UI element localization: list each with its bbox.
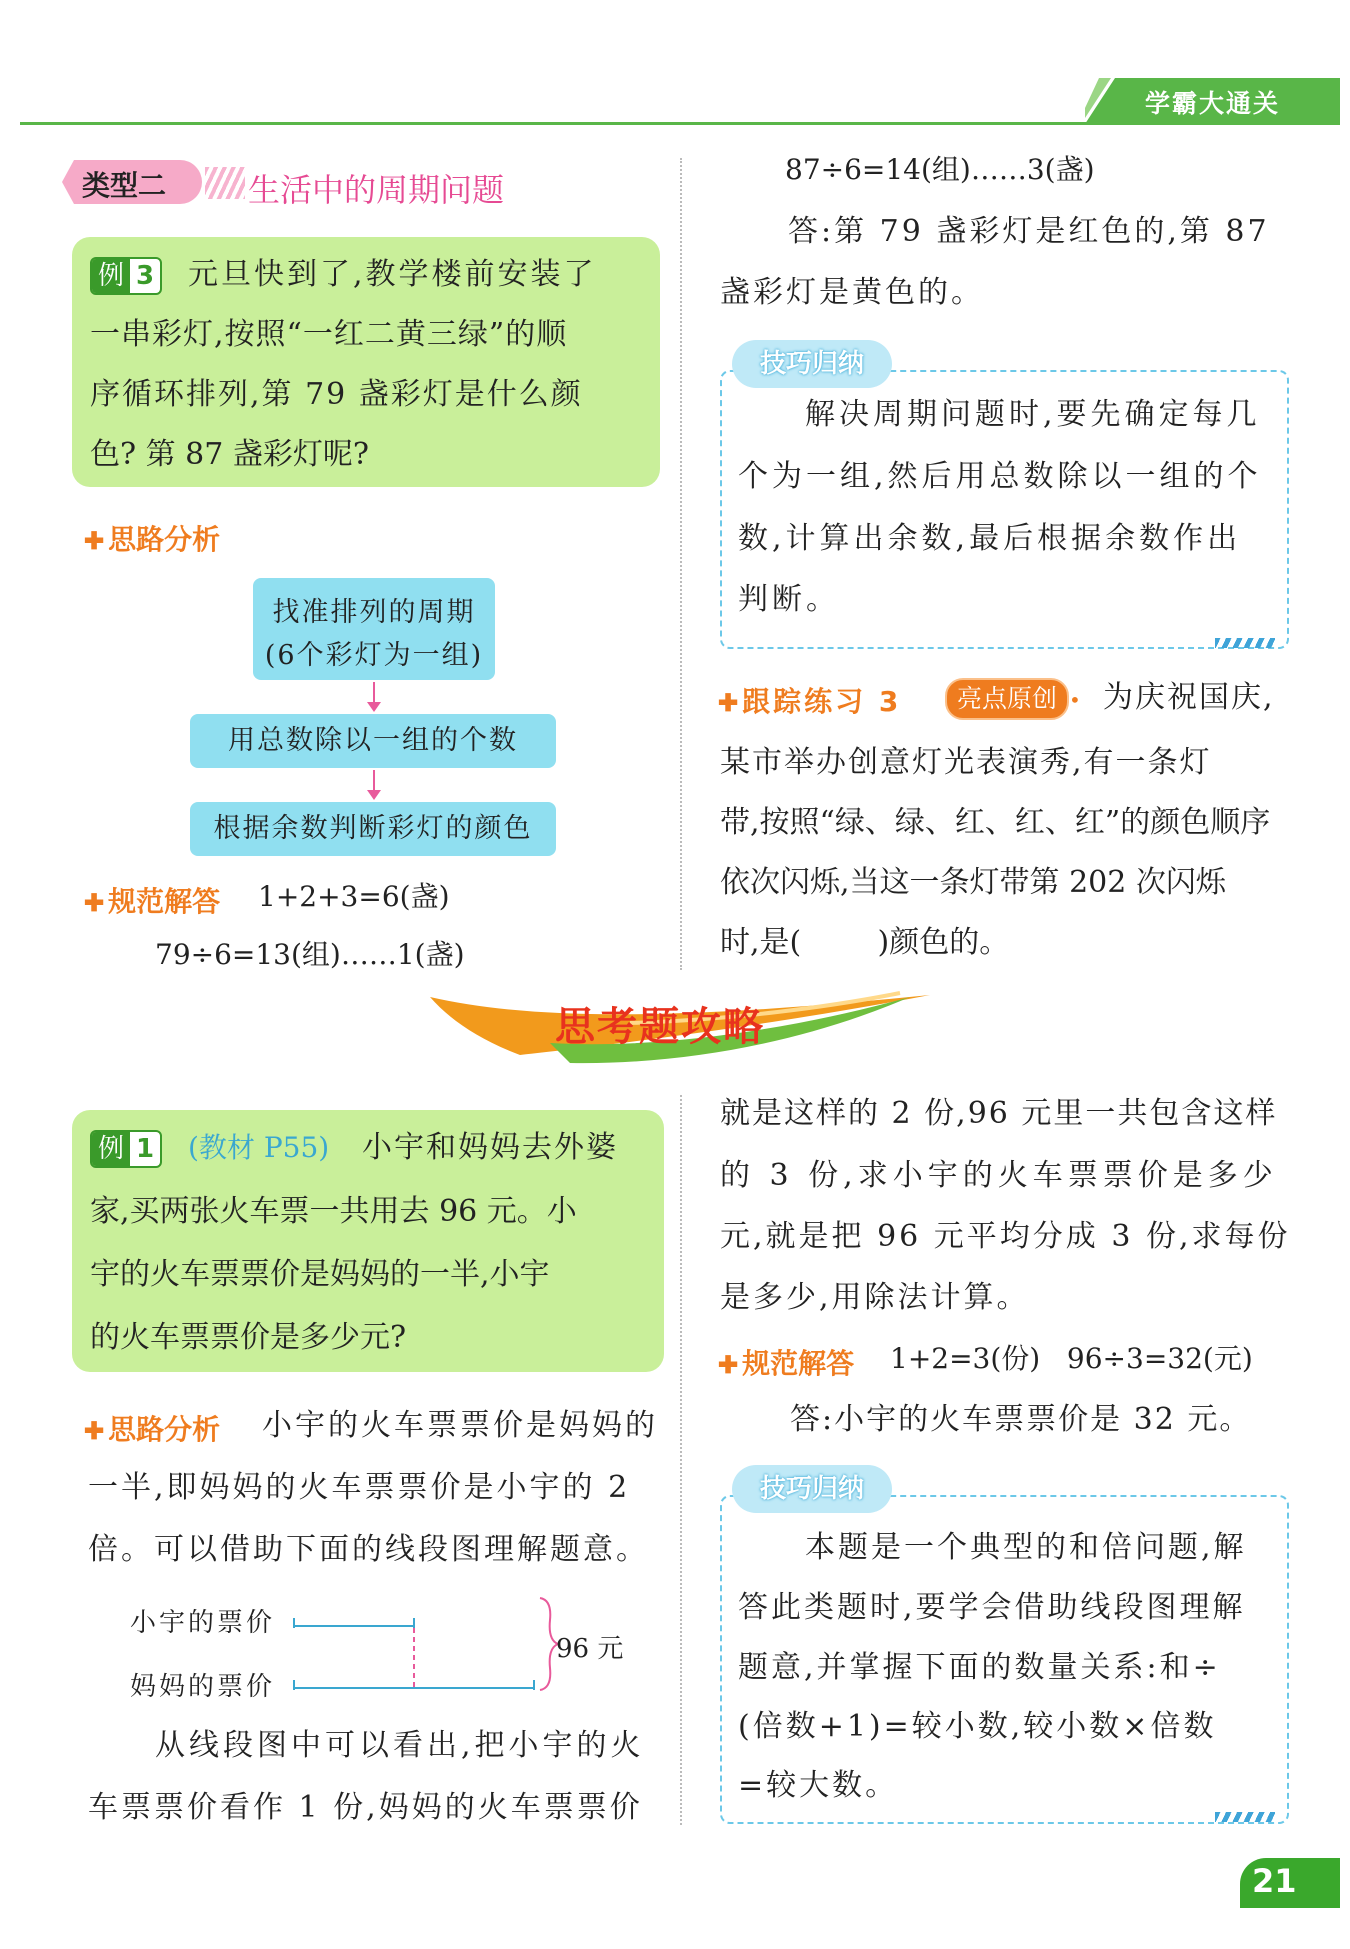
- answer-3-line-2: 79÷6=13(组)……1(盏): [155, 938, 465, 971]
- plus-icon: ✚: [84, 526, 105, 555]
- section-title: 生活中的周期问题: [248, 171, 505, 209]
- practice-line-5: 时,是( )颜色的。: [720, 925, 1010, 960]
- practice-line-1: 为庆祝国庆,: [1103, 680, 1275, 715]
- flow-arrow-1: [373, 682, 375, 710]
- analysis-1-line-1: 小宇的火车票票价是妈妈的: [262, 1408, 658, 1443]
- example-3-line-1: 元旦快到了,教学楼前安装了: [188, 257, 597, 292]
- example-3-badge: 例 3: [90, 257, 162, 295]
- segment-label-mom: 妈妈的票价: [130, 1672, 276, 1702]
- section-title-stripes: [205, 167, 245, 199]
- answer-1-equation: 1+2=3(份) 96÷3=32(元): [890, 1342, 1253, 1375]
- flow-step-1-line-1: 找准排列的周期: [272, 597, 476, 628]
- answer-3-conclusion-2: 盏彩灯是黄色的。: [720, 275, 984, 310]
- answer-1-text: 答:小宇的火车票票价是 32 元。: [790, 1402, 1252, 1437]
- practice-line-4: 依次闪烁,当这一条灯带第 202 次闪烁: [720, 865, 1226, 900]
- analysis-1-line-2: 一半,即妈妈的火车票票价是小宇的 2: [88, 1470, 631, 1505]
- answer-heading-3: ✚ 规范解答: [84, 885, 221, 918]
- example-1-line-4: 的火车票票价是多少元?: [90, 1320, 407, 1355]
- plus-icon: ✚: [84, 888, 105, 917]
- skill-2-line-2: 答此类题时,要学会借助线段图理解: [738, 1590, 1246, 1625]
- analysis-1-line-3: 倍。可以借助下面的线段图理解题意。: [88, 1532, 649, 1567]
- flow-step-1: [253, 578, 495, 680]
- skill-2-line-4: (倍数+1)=较小数,较小数×倍数: [738, 1709, 1217, 1744]
- plus-icon: ✚: [718, 1350, 739, 1379]
- skill-1-line-3: 数,计算出余数,最后根据余数作出: [738, 521, 1242, 556]
- analysis-1-cont-4: 的 3 份,求小宇的火车票票价是多少: [720, 1158, 1278, 1193]
- plus-icon: ✚: [84, 1416, 105, 1445]
- example-3-line-4: 色? 第 87 盏彩灯呢?: [90, 437, 369, 472]
- analysis-1-cont-5: 元,就是把 96 元平均分成 3 份,求每份: [720, 1219, 1291, 1254]
- header-tab-label: 学霸大通关: [1145, 89, 1281, 118]
- answer-3-line-1: 1+2+3=6(盏): [258, 880, 450, 913]
- example-3-line-2: 一串彩灯,按照“一红二黄三绿”的顺: [90, 317, 568, 352]
- example-1-line-1: 小宇和妈妈去外婆: [362, 1130, 618, 1165]
- skill-1-line-2: 个为一组,然后用总数除以一组的个: [738, 459, 1262, 494]
- skill-2-line-3: 题意,并掌握下面的数量关系:和÷: [738, 1650, 1221, 1685]
- plus-icon: ✚: [718, 688, 739, 717]
- segment-total: 96 元: [556, 1634, 624, 1664]
- answer-heading-1: ✚ 规范解答: [718, 1347, 855, 1380]
- analysis-heading-1: ✚ 思路分析: [84, 1413, 221, 1446]
- skill-1-line-1: 解决周期问题时,要先确定每几: [805, 397, 1261, 432]
- skill-badge-1: 技巧归纳: [732, 340, 892, 388]
- segment-diagram: [290, 1590, 570, 1700]
- skill-1-line-4: 判断。: [738, 582, 840, 617]
- example-1-ref: (教材 P55): [188, 1131, 330, 1164]
- column-divider-top: [680, 158, 682, 970]
- skill-badge-2: 技巧归纳: [732, 1465, 892, 1513]
- analysis-heading-3: ✚ 思路分析: [84, 523, 221, 556]
- flow-arrow-2: [373, 770, 375, 798]
- analysis-1-cont-2: 车票票价看作 1 份,妈妈的火车票票价: [88, 1790, 643, 1825]
- skill-2-stripes: [1215, 1812, 1275, 1822]
- section-type-label: 类型二: [82, 169, 167, 202]
- analysis-1-cont-3: 就是这样的 2 份,96 元里一共包含这样: [720, 1096, 1278, 1131]
- skill-2-line-5: =较大数。: [738, 1768, 899, 1803]
- page-number: 21: [1252, 1862, 1297, 1900]
- practice-line-2: 某市举办创意灯光表演秀,有一条灯: [720, 745, 1212, 780]
- answer-3-line-3: 87÷6=14(组)……3(盏): [785, 153, 1095, 186]
- flow-step-3: 根据余数判断彩灯的颜色: [190, 802, 556, 856]
- segment-label-xiaoyu: 小宇的票价: [130, 1608, 276, 1638]
- skill-1-stripes: [1215, 638, 1275, 648]
- flow-step-2: 用总数除以一组的个数: [190, 714, 556, 768]
- example-3-line-3: 序循环排列,第 79 盏彩灯是什么颜: [90, 377, 583, 412]
- practice-line-3: 带,按照“绿、绿、红、红、红”的颜色顺序: [720, 805, 1271, 840]
- think-title: 思考题攻略: [555, 1004, 765, 1050]
- flow-step-1-line-2: (6个彩灯为一组): [264, 640, 484, 671]
- practice-heading: ✚ 跟踪练习 3: [718, 685, 902, 718]
- answer-3-conclusion-1: 答:第 79 盏彩灯是红色的,第 87: [788, 214, 1270, 249]
- analysis-1-cont-1: 从线段图中可以看出,把小宇的火: [155, 1728, 645, 1763]
- skill-2-line-1: 本题是一个典型的和倍问题,解: [805, 1530, 1247, 1565]
- example-1-line-2: 家,买两张火车票一共用去 96 元。小: [90, 1194, 577, 1229]
- original-tag: 亮点原创 •: [945, 678, 1081, 720]
- example-1-badge: 例 1: [90, 1130, 162, 1168]
- analysis-1-cont-6: 是多少,用除法计算。: [720, 1280, 1030, 1315]
- column-divider-bottom: [680, 1095, 682, 1825]
- example-1-line-3: 宇的火车票票价是妈妈的一半,小宇: [90, 1257, 550, 1292]
